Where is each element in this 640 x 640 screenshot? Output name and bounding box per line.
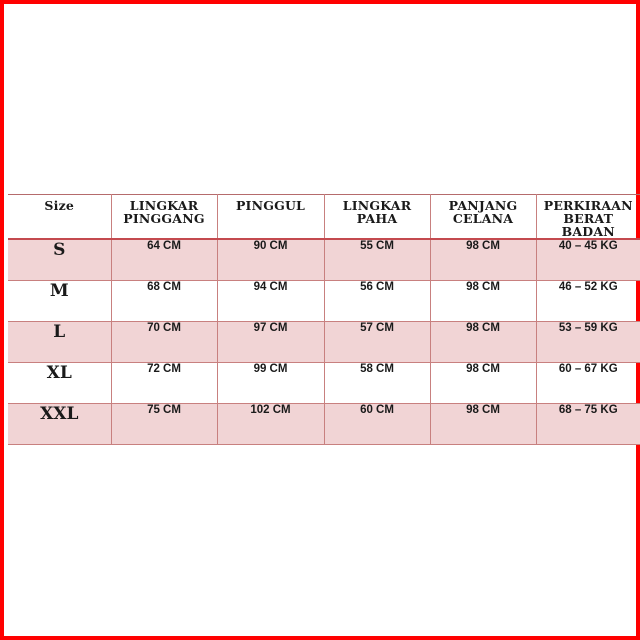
size-cell: XL	[8, 362, 111, 403]
header-panjang-celana-text: PANJANG CELANA	[448, 198, 518, 226]
lingkar-paha-cell: 56 CM	[324, 280, 430, 321]
pinggul-cell: 90 CM	[217, 239, 324, 280]
size-cell: S	[8, 239, 111, 280]
pinggul-cell: 94 CM	[217, 280, 324, 321]
header-perkiraan-berat-badan	[536, 195, 640, 240]
size-chart	[8, 194, 640, 445]
header-lingkar-pinggang-text: LINGKAR PINGGANG	[123, 198, 205, 226]
pinggul-cell: 102 CM	[217, 403, 324, 444]
berat-badan-cell: 40 – 45 KG	[536, 239, 640, 280]
table-row	[8, 362, 640, 403]
header-pinggul: PINGGUL	[217, 195, 324, 240]
panjang-celana-cell: 98 CM	[430, 403, 536, 444]
pinggul-cell: 97 CM	[217, 321, 324, 362]
berat-badan-cell: 68 – 75 KG	[536, 403, 640, 444]
size-cell: XXL	[8, 403, 111, 444]
size-cell: L	[8, 321, 111, 362]
table-header-row	[8, 195, 640, 240]
header-lingkar-pinggang	[111, 195, 217, 240]
size-chart-table	[8, 194, 640, 445]
table-row	[8, 403, 640, 444]
lingkar-pinggang-cell: 70 CM	[111, 321, 217, 362]
header-lingkar-paha-text: LINGKAR PAHA	[342, 198, 412, 226]
berat-badan-cell: 60 – 67 KG	[536, 362, 640, 403]
lingkar-paha-cell: 57 CM	[324, 321, 430, 362]
lingkar-paha-cell: 55 CM	[324, 239, 430, 280]
lingkar-pinggang-cell: 75 CM	[111, 403, 217, 444]
header-size: Size	[8, 195, 111, 240]
panjang-celana-cell: 98 CM	[430, 239, 536, 280]
lingkar-paha-cell: 58 CM	[324, 362, 430, 403]
berat-badan-cell: 53 – 59 KG	[536, 321, 640, 362]
table-row	[8, 321, 640, 362]
pinggul-cell: 99 CM	[217, 362, 324, 403]
size-cell: M	[8, 280, 111, 321]
header-panjang-celana	[430, 195, 536, 240]
panjang-celana-cell: 98 CM	[430, 321, 536, 362]
table-row	[8, 239, 640, 280]
header-lingkar-paha	[324, 195, 430, 240]
lingkar-pinggang-cell: 68 CM	[111, 280, 217, 321]
berat-badan-cell: 46 – 52 KG	[536, 280, 640, 321]
header-perkiraan-berat-badan-text: PERKIRAAN BERAT BADAN	[543, 198, 633, 239]
lingkar-pinggang-cell: 64 CM	[111, 239, 217, 280]
panjang-celana-cell: 98 CM	[430, 280, 536, 321]
lingkar-paha-cell: 60 CM	[324, 403, 430, 444]
lingkar-pinggang-cell: 72 CM	[111, 362, 217, 403]
table-row	[8, 280, 640, 321]
panjang-celana-cell: 98 CM	[430, 362, 536, 403]
